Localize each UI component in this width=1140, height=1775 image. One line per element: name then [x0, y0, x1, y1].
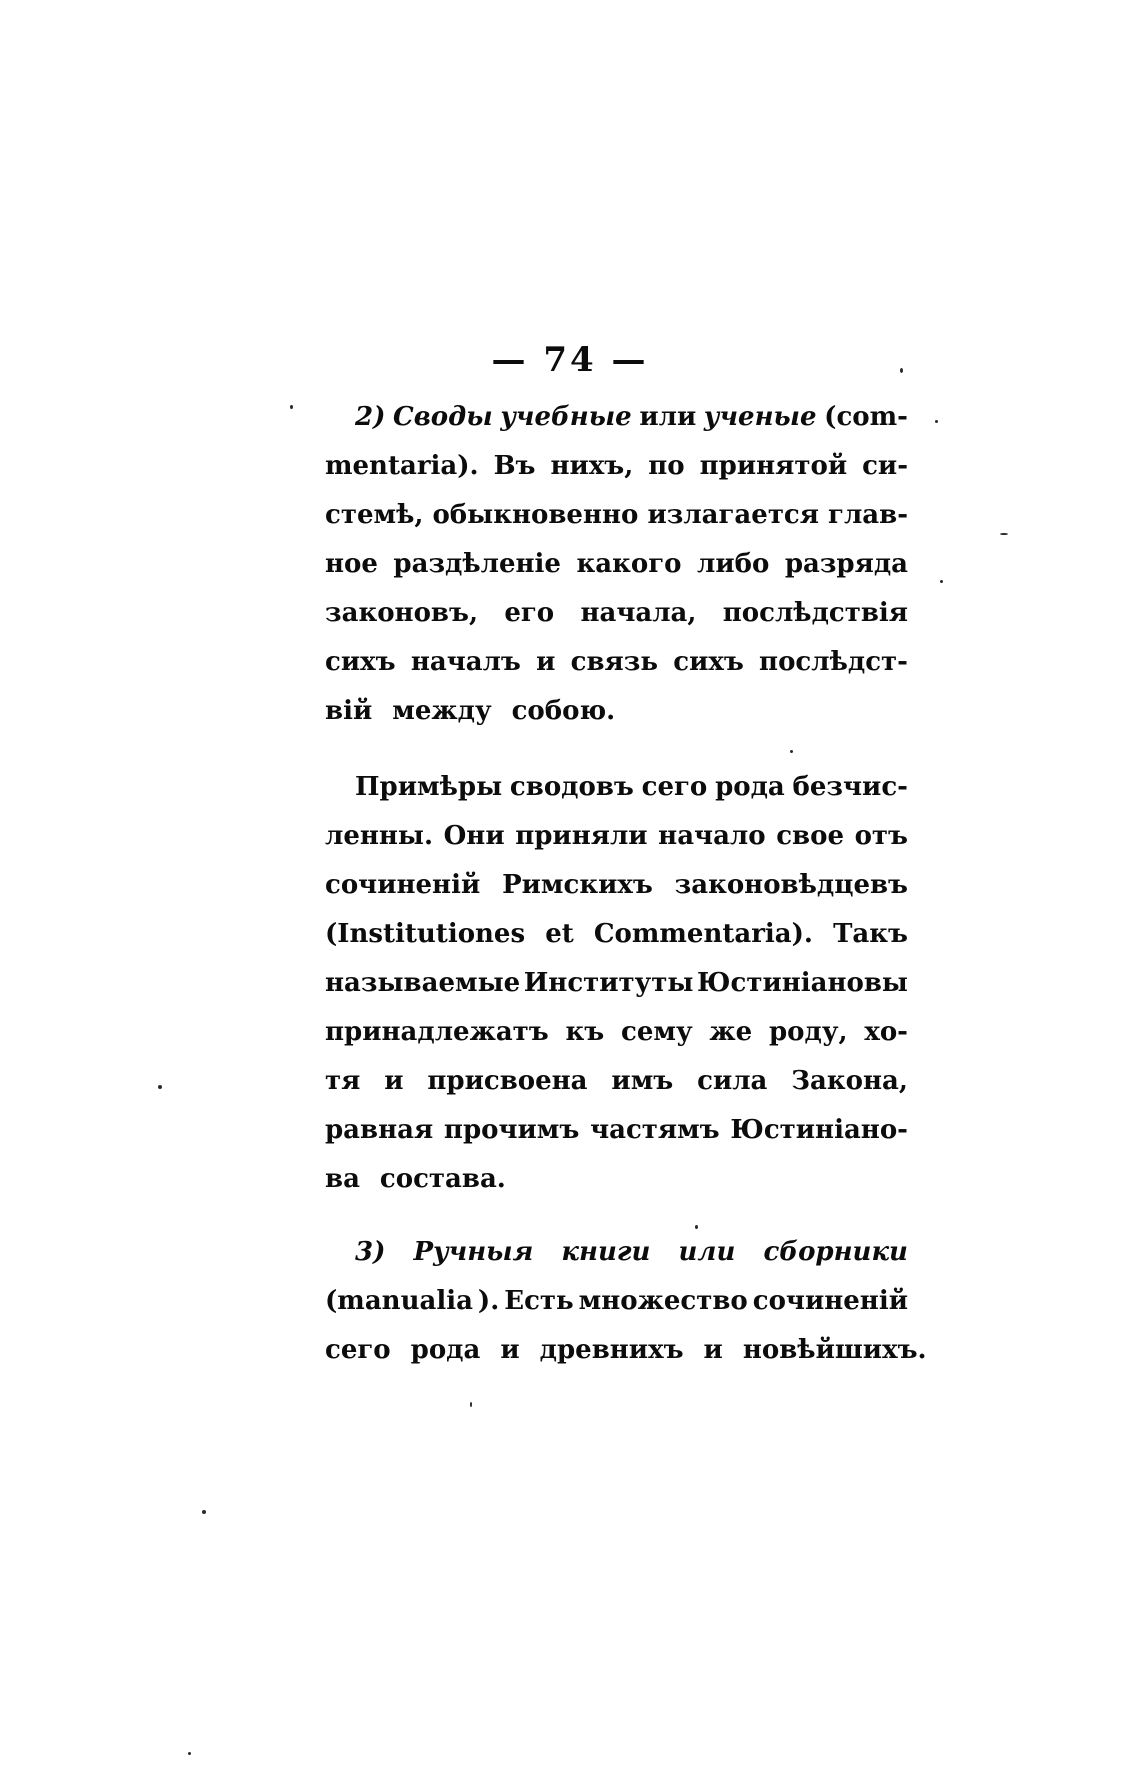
text-line — [325, 1008, 908, 1057]
paragraph-ruchnye-knigi — [325, 1228, 927, 1375]
word: обыкновенно — [432, 500, 639, 530]
word: начала, — [580, 598, 697, 628]
word: связь — [570, 647, 658, 677]
paragraph-primery-svodov — [325, 763, 908, 1204]
word: и — [384, 1066, 404, 1096]
word: частямъ — [590, 1115, 720, 1145]
word: Юстиніано- — [730, 1115, 908, 1145]
text-line — [325, 687, 908, 736]
word: присвоена — [427, 1066, 588, 1096]
word: 3) — [355, 1237, 386, 1267]
page-number: — 74 — — [491, 340, 649, 380]
word: Закона, — [791, 1066, 908, 1096]
word: отъ — [854, 821, 908, 851]
text-line — [325, 861, 908, 910]
word: приняли — [515, 821, 648, 851]
word: законовѣдцевъ — [674, 870, 908, 900]
scan-speck — [158, 1085, 162, 1089]
word: и — [536, 647, 556, 677]
word: сочиненій — [325, 870, 481, 900]
word: книги — [561, 1237, 651, 1267]
word: стемѣ, — [325, 500, 424, 530]
word: его — [504, 598, 555, 628]
word: послѣдст- — [759, 647, 908, 677]
scan-speck — [935, 420, 938, 423]
word: рода — [410, 1335, 481, 1365]
word: и — [500, 1335, 520, 1365]
word: хо- — [864, 1017, 908, 1047]
text-line — [325, 1228, 908, 1277]
text-line — [325, 442, 908, 491]
word: Такъ — [833, 919, 908, 949]
word: законовъ, — [325, 598, 478, 628]
text-line — [325, 1277, 908, 1326]
text-line — [325, 540, 908, 589]
word: сводовъ — [509, 772, 634, 802]
word: древнихъ — [539, 1335, 684, 1365]
text-line — [325, 1326, 927, 1375]
word: Юстиніановы — [697, 968, 908, 998]
scan-speck — [900, 368, 903, 373]
word: же — [709, 1017, 753, 1047]
word: Есть — [504, 1286, 574, 1316]
text-line — [325, 589, 908, 638]
word: къ — [565, 1017, 605, 1047]
word: ва — [325, 1164, 360, 1194]
text-line — [325, 393, 908, 442]
word: излагается — [647, 500, 819, 530]
word: началъ — [410, 647, 521, 677]
word: новѣйшихъ. — [742, 1335, 927, 1365]
word: сборники — [763, 1237, 908, 1267]
word: ное — [325, 549, 378, 579]
text-line — [325, 910, 908, 959]
word: сила — [697, 1066, 768, 1096]
text-line — [325, 491, 908, 540]
word: равная — [325, 1115, 434, 1145]
word: либо — [697, 549, 770, 579]
word: рода — [715, 772, 785, 802]
word: или — [678, 1237, 736, 1267]
word: тя — [325, 1066, 361, 1096]
word: или — [639, 402, 697, 432]
word: раздѣленіе — [393, 549, 561, 579]
word: глав- — [828, 500, 908, 530]
word: ). — [477, 1286, 500, 1316]
scan-speck — [1000, 533, 1008, 535]
word: ученые — [703, 402, 817, 432]
word: сочиненій — [752, 1286, 908, 1316]
word: по — [648, 451, 685, 481]
word: Римскихъ — [502, 870, 653, 900]
word: принятой — [699, 451, 848, 481]
word: сихъ — [673, 647, 744, 677]
word: ленны. — [325, 821, 434, 851]
word: множество — [578, 1286, 748, 1316]
word: mentaria). — [325, 451, 479, 481]
word: и — [703, 1335, 723, 1365]
word: принадлежатъ — [325, 1017, 549, 1047]
text-line — [325, 812, 908, 861]
scan-speck — [940, 580, 943, 583]
word: роду, — [769, 1017, 848, 1047]
word: начало — [658, 821, 766, 851]
text-line — [325, 1155, 908, 1204]
word: безчис- — [792, 772, 908, 802]
word: между — [392, 696, 492, 726]
word: имъ — [611, 1066, 674, 1096]
word: учебные — [500, 402, 632, 432]
text-line — [325, 1057, 908, 1106]
scan-speck — [695, 1225, 698, 1229]
word: Въ — [493, 451, 536, 481]
word: си- — [862, 451, 908, 481]
word: Институты — [523, 968, 694, 998]
word: сего — [325, 1335, 391, 1365]
word: сего — [641, 772, 708, 802]
word: Они — [443, 821, 505, 851]
word: какого — [576, 549, 682, 579]
text-line — [325, 638, 908, 687]
scan-speck — [188, 1752, 191, 1755]
word: послѣдствія — [722, 598, 908, 628]
word: et — [545, 919, 574, 949]
text-line — [325, 959, 908, 1008]
word: сему — [621, 1017, 693, 1047]
word: Ручныя — [413, 1237, 534, 1267]
scan-speck — [470, 1402, 472, 1407]
scan-speck — [290, 405, 293, 409]
scan-speck — [790, 750, 793, 753]
word: (manualia — [325, 1286, 473, 1316]
scan-speck — [202, 1510, 206, 1514]
word: (com- — [824, 402, 908, 432]
word: сихъ — [325, 647, 396, 677]
word: разряда — [784, 549, 908, 579]
word: состава. — [379, 1164, 506, 1194]
word: называемые — [325, 968, 521, 998]
text-line — [325, 763, 908, 812]
word: собою. — [511, 696, 616, 726]
word: вій — [325, 696, 373, 726]
text-line — [325, 1106, 908, 1155]
word: Commentaria). — [593, 919, 813, 949]
word: нихъ, — [550, 451, 634, 481]
word: прочимъ — [443, 1115, 580, 1145]
word: (Institutiones — [325, 919, 526, 949]
word: 2) — [355, 402, 386, 432]
word: Своды — [393, 402, 493, 432]
word: Примѣры — [355, 772, 503, 802]
word: свое — [776, 821, 844, 851]
paragraph-svody-uchebnye — [325, 393, 908, 736]
